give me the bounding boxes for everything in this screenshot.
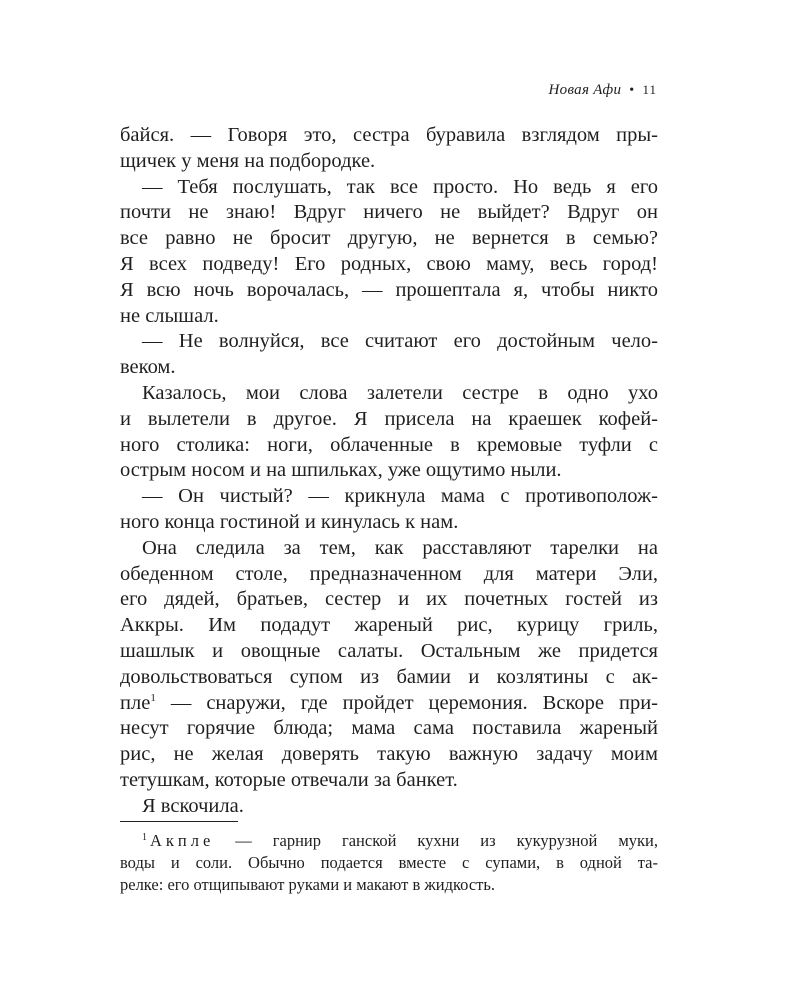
running-header (549, 82, 657, 99)
footnote (120, 830, 658, 896)
text-line: и вылетели в другое. Я присела на краешек кофей- (120, 407, 658, 430)
text-line: — Он чистый? — крикнула мама с противополож- (142, 485, 658, 508)
text-line: тетушкам, которые отвечали за банкет. (120, 768, 458, 791)
footnote-line: воды и соли. Обычно подается вместе с супами, в одной та- (120, 853, 658, 872)
text-line: Я всех подведу! Его родных, свою маму, весь город! (120, 252, 658, 275)
text-line: рис, не желая доверять такую важную задачу моим (120, 743, 658, 766)
footnote-divider (120, 821, 238, 822)
text-line: веком. (120, 356, 176, 379)
text-line: — Не волнуйся, все считают его достойным чело- (142, 330, 658, 353)
text-line: ного конца гостиной и кинулась к нам. (120, 510, 459, 533)
text-line: ного столика: ноги, облаченные в кремовые туфли с (120, 433, 658, 456)
text-line: Я вскочила. (142, 794, 244, 817)
header-bullet: • (629, 83, 635, 98)
text-line: обеденном столе, предназначенном для матери Эли, (120, 562, 658, 585)
text-line: — Тебя послушать, так все просто. Но ведь я его (142, 175, 658, 198)
text-line-with-footnote-ref (120, 691, 658, 717)
line-start: пле (120, 691, 151, 714)
footnote-definition: — гарнир ганской кухни из кукурузной муки, (214, 831, 658, 850)
footnote-marker: 1 (142, 832, 147, 843)
body-text (120, 123, 658, 820)
footnote-term: Акпле (150, 831, 215, 850)
page-number: 11 (642, 82, 657, 97)
text-line: байся. — Говоря это, сестра буравила взглядом пры- (120, 124, 658, 146)
running-title: Новая Афи (548, 82, 622, 98)
text-line: несут горячие блюда; мама сама поставила жареный (120, 717, 658, 740)
text-line: его дядей, братьев, сестер и их почетных гостей из (120, 588, 658, 611)
text-line: Я всю ночь ворочалась, — прошептала я, чтобы никто (120, 278, 658, 301)
text-line: почти не знаю! Вдруг ничего не выйдет? Вдруг он (120, 201, 658, 224)
line-rest: — снаружи, где пройдет церемония. Вскоре при- (170, 691, 658, 714)
text-line: все равно не бросит другую, не вернется в семью? (120, 227, 658, 250)
text-line: острым носом и на шпильках, уже ощутимо ныли. (120, 459, 562, 482)
text-line: довольствоваться супом из бамии и козлятины с ак- (120, 665, 658, 688)
text-line: щичек у меня на подбородке. (120, 149, 376, 172)
text-line: Она следила за тем, как расставляют тарелки на (142, 536, 658, 559)
text-line: Казалось, мои слова залетели сестре в одно ухо (142, 381, 658, 404)
footnote-line (120, 830, 658, 852)
footnote-line: релке: его отщипывают руками и макают в жидкость. (120, 875, 496, 894)
text-line: Аккры. Им подадут жареный рис, курицу гриль, (120, 614, 658, 637)
text-line: шашлык и овощные салаты. Остальным же придется (120, 639, 658, 662)
footnote-ref[interactable]: 1 (150, 691, 156, 704)
text-line: не слышал. (120, 304, 219, 327)
